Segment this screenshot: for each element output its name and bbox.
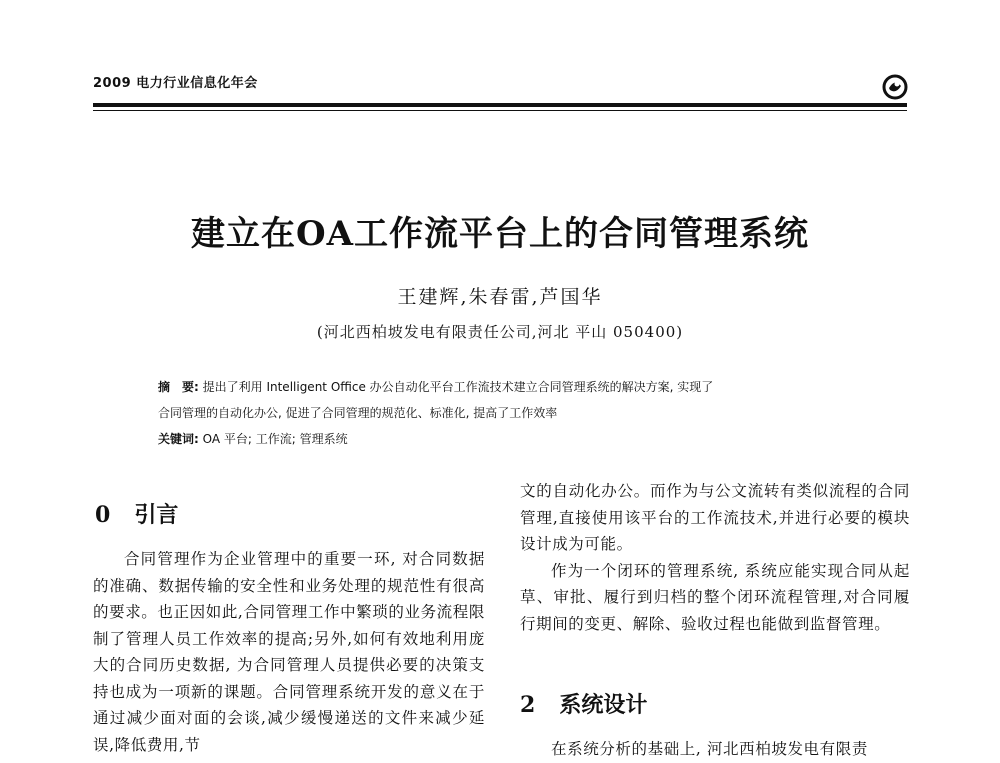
section-number: 0 bbox=[95, 502, 111, 528]
paper-affiliation: (河北西柏坡发电有限责任公司,河北 平山 050400) bbox=[316, 323, 684, 341]
keywords-line bbox=[158, 426, 858, 452]
section-number: 2 bbox=[520, 692, 536, 718]
section-heading-intro bbox=[95, 498, 178, 529]
intro-paragraph: 合同管理作为企业管理中的重要一环, 对合同数据的准确、数据传输的安全性和业务处理的规范性有很高的要求。也正因如此,合同管理工作中繁琐的业务流程限制了管理人员工作效率的提高;另外,如何有效地利用庞大的合同历史数据, 为合同管理人员提供必要的决策支持也成为一项新的课题。合同管理系统开发的意义在于通过减少面对面的会谈,减少缓慢递送的文件来减少延误,降低费用,节 bbox=[93, 550, 485, 754]
header-rule-thin bbox=[93, 110, 907, 111]
section-title: 引言 bbox=[134, 502, 179, 528]
abstract-text-1: 提出了利用 Intelligent Office 办公自动化平台工作流技术建立合同管理系统的解决方案, 实现了 bbox=[202, 380, 714, 394]
abstract-text-2: 合同管理的自动化办公, 促进了合同管理的规范化、标准化, 提高了工作效率 bbox=[158, 406, 558, 420]
header-rule-thick bbox=[93, 103, 907, 107]
section-heading-design bbox=[520, 688, 647, 719]
abstract-label: 摘 要: bbox=[158, 380, 199, 394]
section-title: 系统设计 bbox=[559, 692, 648, 718]
right-paragraph-2: 作为一个闭环的管理系统, 系统应能实现合同从起草、审批、履行到归档的整个闭环流程管理,对合同履行期间的变更、解除、验收过程也能做到监督管理。 bbox=[520, 561, 910, 633]
conference-logo-icon bbox=[882, 74, 908, 100]
abstract-line bbox=[158, 374, 858, 400]
left-column bbox=[93, 546, 485, 758]
right-paragraph-1: 文的自动化办公。而作为与公文流转有类似流程的合同管理,直接使用该平台的工作流技术,并进行必要的模块设计成为可能。 bbox=[520, 482, 910, 553]
paper-authors: 王建辉,朱春雷,芦国华 bbox=[397, 286, 603, 308]
abstract-block bbox=[158, 374, 858, 452]
right-column-bottom bbox=[520, 736, 910, 763]
conference-header: 2009 电力行业信息化年会 bbox=[93, 76, 258, 91]
paper-title: 建立在OA工作流平台上的合同管理系统 bbox=[191, 214, 809, 254]
right-column-top bbox=[520, 478, 910, 637]
keywords-text: OA 平台; 工作流; 管理系统 bbox=[202, 432, 348, 446]
keywords-label: 关键词: bbox=[158, 432, 199, 446]
right-paragraph-3: 在系统分析的基础上, 河北西柏坡发电有限责 bbox=[551, 740, 868, 758]
